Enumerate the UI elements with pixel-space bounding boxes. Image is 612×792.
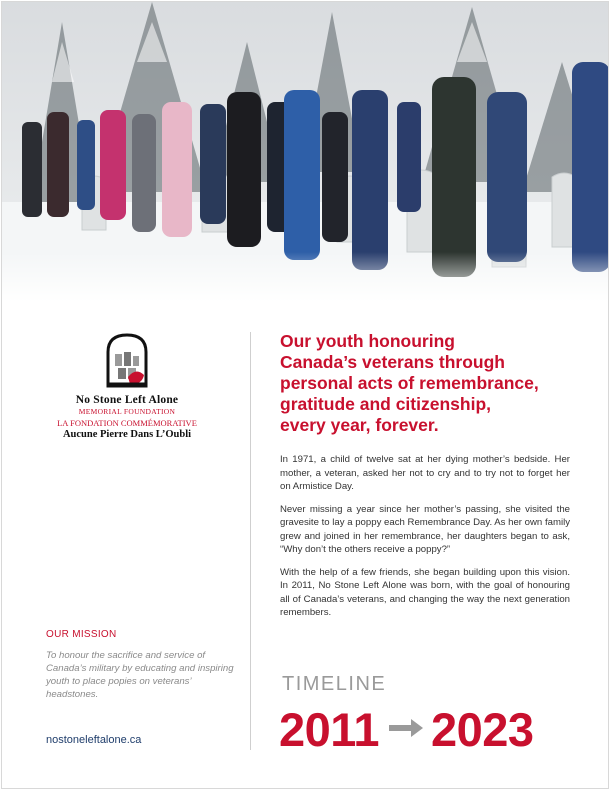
timeline-end-year: 2023: [430, 703, 534, 756]
story-text: [280, 453, 570, 629]
vertical-divider: [250, 332, 251, 750]
logo-subtitle-english: MEMORIAL FOUNDATION: [78, 407, 176, 416]
mission-title: OUR MISSION: [46, 629, 117, 640]
headline: Our youth honouring Canada’s veterans through personal acts of remembrance, gratitude and citizenship, every year, forever.: [280, 331, 539, 435]
mission-text: To honour the sacrifice and service of Canada’s military by educating and inspiring youth to place popies on veterans’ headstones.: [46, 650, 234, 700]
story-paragraph: Never missing a year since her mother’s passing, she visited the gravesite to lay a poppy each Remembrance Day. As her own family grew and joined in her remembrance, her daughters began to ask, “Why don’t the others receive a poppy?”: [280, 503, 570, 555]
logo-name-english: No Stone Left Alone: [75, 394, 179, 406]
website-link[interactable]: nostoneleftalone.ca: [46, 734, 142, 746]
logo-subtitle-french: LA FONDATION COMMÉMORATIVE: [57, 418, 197, 428]
headstone-poppy-icon: [104, 332, 150, 388]
logo-name-french: Aucune Pierre Dans L’Oubli: [62, 429, 192, 440]
cemetery-scene-image: [2, 2, 609, 302]
arrow-right-icon: [387, 716, 425, 745]
foundation-logo: [42, 332, 212, 441]
timeline-start-year: 2011: [279, 703, 379, 756]
timeline-label: TIMELINE: [282, 673, 387, 695]
timeline-years: [279, 702, 534, 758]
page: [1, 1, 609, 789]
story-paragraph: In 1971, a child of twelve sat at her dying mother’s bedside. Her mother, a veteran, asked her not to cry and to try not to forget her on Armistice Day.: [280, 454, 570, 492]
story-paragraph: With the help of a few friends, she began building upon this vision. In 2011, No Stone Left Alone was born, with the goal of honouring all of Canada’s veterans, and changing the way the next generation remembers.: [280, 566, 570, 618]
hero-photo: [2, 2, 609, 302]
